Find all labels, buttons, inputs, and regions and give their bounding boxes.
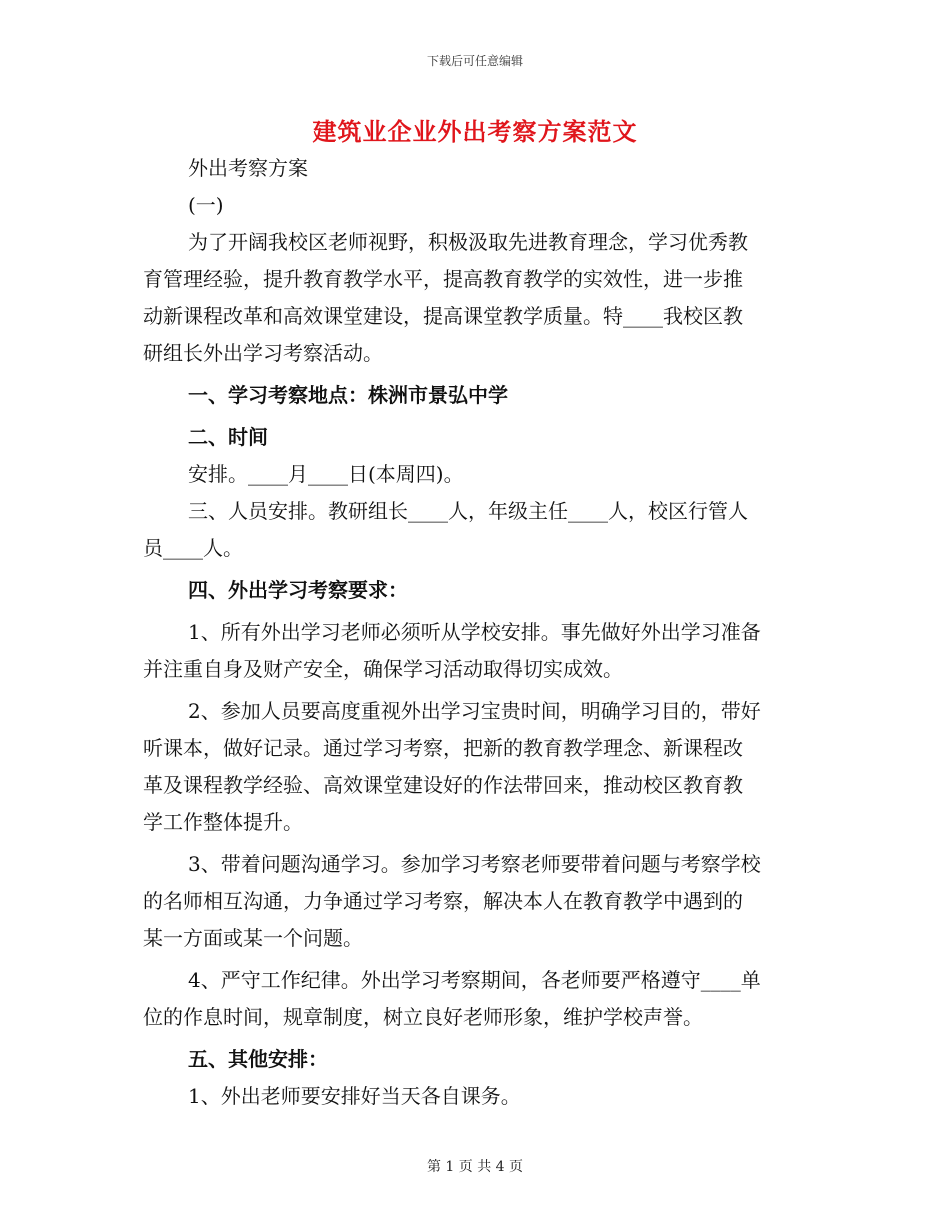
requirement-line: 并注重自身及财产安全，确保学习活动取得切实成效。	[143, 657, 623, 681]
intro-paragraph-line: 研组长外出学习考察活动。	[143, 341, 383, 365]
requirement-line: 学工作整体提升。	[143, 810, 303, 834]
other-arrangement-line: 1、外出老师要安排好当天各自课务。	[188, 1084, 521, 1108]
page-header: 下载后可任意编辑	[426, 54, 523, 68]
time-arrangement: 安排。____月____日(本周四)。	[188, 462, 464, 486]
requirement-line: 革及课程教学经验、高效课堂建设好的作法带回来，推动校区教育教	[143, 773, 743, 797]
heading-time: 二、时间	[188, 425, 268, 449]
intro-paragraph-line: 为了开阔我校区老师视野，积极汲取先进教育理念，学习优秀教	[188, 230, 748, 254]
intro-paragraph-line: 动新课程改革和高效课堂建设，提高课堂教学质量。特____我校区教	[143, 304, 743, 328]
requirement-line: 某一方面或某一个问题。	[143, 926, 363, 950]
heading-location: 一、学习考察地点：株洲市景弘中学	[188, 383, 508, 407]
requirement-line: 4、严守工作纪律。外出学习考察期间，各老师要严格遵守____单	[188, 968, 761, 992]
requirement-line: 的名师相互沟通，力争通过学习考察，解决本人在教育教学中遇到的	[143, 889, 743, 913]
section-number: (一)	[188, 193, 224, 217]
requirement-line: 听课本，做好记录。通过学习考察，把新的教育教学理念、新课程改	[143, 736, 743, 760]
personnel-line: 员____人。	[143, 536, 243, 560]
page-footer: 第 1 页 共 4 页	[426, 1159, 524, 1175]
requirement-line: 2、参加人员要高度重视外出学习宝贵时间，明确学习目的，带好	[188, 699, 761, 723]
requirement-line: 3、带着问题沟通学习。参加学习考察老师要带着问题与考察学校	[188, 852, 761, 876]
intro-paragraph-line: 育管理经验，提升教育教学水平，提高教育教学的实效性，进一步推	[143, 267, 743, 291]
document-title: 建筑业企业外出考察方案范文	[312, 117, 638, 146]
personnel-line: 三、人员安排。教研组长____人，年级主任____人，校区行管人	[188, 499, 748, 523]
heading-requirements: 四、外出学习考察要求：	[188, 578, 408, 602]
requirement-line: 位的作息时间，规章制度，树立良好老师形象，维护学校声誉。	[143, 1005, 703, 1029]
heading-other: 五、其他安排：	[188, 1047, 328, 1071]
subtitle: 外出考察方案	[188, 156, 308, 180]
requirement-line: 1、所有外出学习老师必须听从学校安排。事先做好外出学习准备	[188, 620, 761, 644]
document-body	[143, 150, 807, 1115]
